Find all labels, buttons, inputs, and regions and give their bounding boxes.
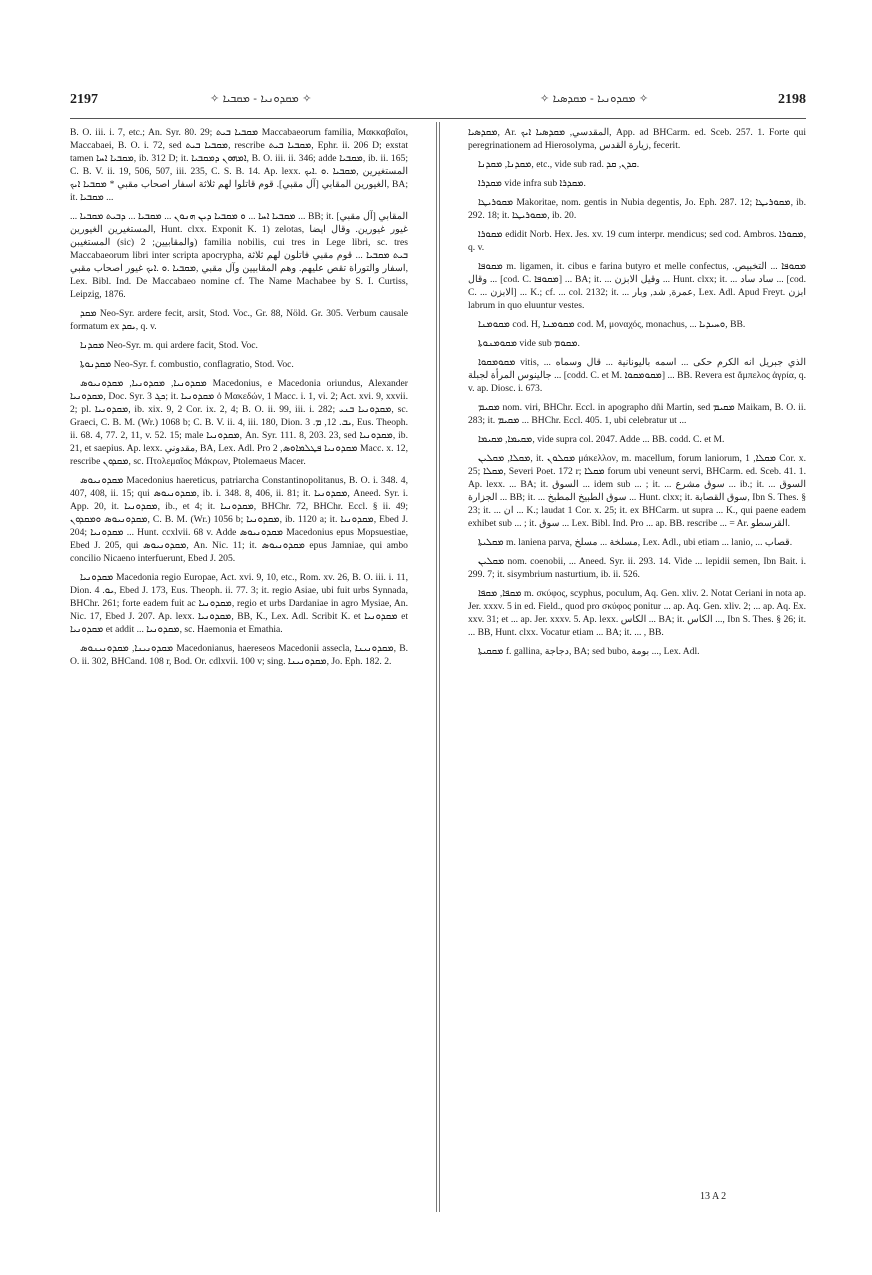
running-head-left: ✧ ܡܩܕܘܢܝܐ - ܡܩܒܝܐ ✧ <box>210 92 312 105</box>
entry-vitis: ܡܩܘܡܩܘܐ vitis, ... الذي جبريل انه الكرم حكى ... اسمه باليونانية ... قال وسماه جالينوس المرأة لجبلة ... [codd. C. et M. ܡܩܘܡܩܘܐ] ... BB. Revera est ἄμπελος ἀγρία, q. v. ap. Diosc. i. 673. <box>468 357 807 394</box>
entry-gallina: ܡܩܩܝܬܐ f. gallina, دجاجة, BA; sed bubo, بومة ..., Lex. Adl. <box>478 646 700 657</box>
entry-macedonius-origin: ܡܩܕܘܢܝܐ, ܡܩܕܘܢܝܐ, ܡܩܕܘܢܝܘܣ Macedonius, e Macedonia oriundus, Alexander ܡܩܕܘܢܝܐ, Doc. Syr. ܟܓ 3; it. ܡܩܕܘܢܝܐ ὁ Μακεδών, 1 Macc. i. 1, vi. 2; Act. xvi. 9, xxvii. 2; pl. ܡܩܕܘܢܝܐ, ib. xix. 9, 2 Cor. ix. 2, 4; B. O. ii. 99, iii. i. 282; ܡܩܕܘܢܝܐ ܒܢܝ, sc. Graeci, C. B. M. (Wr.) 1068 b; C. B. V. ii. 4, iii. 180, Dion. ܝܒ. 12, ܡ. 3, Eus. Theoph. ii. 68. 4, 77. 2, 11, v. 52. 15; male ܡܩܕܘܢܝܐ, An. Syr. 111. 8, 203. 23, sed ܡܩܕܘܢܝܐ, ib. 21, et saepius. Ap. lexx. مقدوني, BA, Lex. Adl. Pro ܡܩܕܘܢܝܐ ܦܛܠܡܐܘܣ, 2 Macc. x. 12, rescribe ܡܩܕܘܢ, sc. Πτολεμαῖος Μάκρων, Ptolemaeus Macer. <box>70 378 408 467</box>
entry-laniena: ܡܩܠܝܬܐ m. laniena parva, مسلخة ... مسلخ, Lex. Adl., ubi etiam ... lanio, ... قصاب. <box>478 537 793 548</box>
signature-mark: 13 A 2 <box>700 1191 727 1202</box>
entry-maccabaei-cont: B. O. iii. i. 7, etc.; An. Syr. 80. 29; ܡܩܒܝܐ ܒܝܬ Maccabaeorum familia, Μακκαβαῖοι, Maccabaei, B. O. i. 72, sed ܡܩܒܝܐ ܒܝܬ, rescribe ܡܩܒܝܐ ܒܝܬ, Ephr. ii. 206 D; exstat tamen ܡܩܒܝܐ ܐܚܐ, ib. 312 D; it. ܐܡܗܘܢ ܕܡܩܒܝܐ, B. O. iii. ii. 346; adde ܡܩܒܝܐ, ib. ii. 165; C. B. V. ii. 19, 506, 507, iii. 235, C. S. B. 14. Ap. lexx. المستغيرين ,ܡܩܒܝܐ .ܘ .ܐܝܟ الغيورين المقابي [آل مقبي]. قوم قاتلوا لهم ثلاثة اسفار اصحاب مقبي * ܡܩܒܝܐ ܐܝܟ, BA; it. ܡܩܒܝܐ ... <box>70 127 408 203</box>
entry-mqdanuta: ܡܩܕܢܘܬܐ Neo-Syr. f. combustio, conflagratio, Stod. Voc. <box>80 359 294 370</box>
entry-mqwmnuta: ܡܩܘܡܢܘܬܐ vide sub ܡܩܘܡ. <box>478 338 580 349</box>
page-number-right: 2198 <box>778 92 806 107</box>
entry-ligamen: ܡܩܘܦܐ m. ligamen, it. cibus e farina butyro et melle confectus, ܡܩܘܦܐ ... التخبيص. وقال ... [cod. C. ܡܩܘܦܐ] ... BA; it. ... وقيل الابزن ... Hunt. clxx; it. ... ساد ساد ... [cod. C. ... الابزن] ... K.; cf. ... col. 2132; it. ... عمرة, شد, وبار, Lex. Adl. Apud Freyt. ابزن labrum in quo eluuntur vestes. <box>468 261 806 311</box>
header-rule <box>70 118 806 119</box>
entry-mqd: ܡܩܕ Neo-Syr. ardere fecit, arsit, Stod. Voc., Gr. 88, Nöld. Gr. 305. Verbum causale formatum ex ܝܩܕ, q. v. <box>70 308 408 332</box>
entry-makoritae: ܡܩܘܪܝܛܐ Makoritae, nom. gentis in Nubia degentis, Jo. Eph. 287. 12; ܡܩܘܪܝܛܐ, ib. 292. 18; it. ܡܩܘܪܝܛܐ, ib. 20. <box>468 197 806 221</box>
entry-scyphus: ܡܩܦܐ, ܡܩܦܐ m. σκύφος, scyphus, poculum, Aq. Gen. xliv. 2. Notat Ceriani in nota ap. Jer. xxxv. 5 in ed. Field., quod pro σκύφος ponitur ... ap. Aq. Gen. xliv. 2; ... ap. Aq. Ex. xxv. 31; et ... ap. Jer. xxxv. 5. Ap. lexx. الكاس ... BA; it. الكاس ..., Ibn S. Thes. § 26; it. ... BB, Hunt. clxx. Vocatur etiam ... BA; it. ... , BB. <box>468 588 806 638</box>
right-column <box>468 126 806 664</box>
entry-macedonius-haereticus: ܡܩܕܘܢܝܘܣ Macedonius haereticus, patriarcha Constantinopolitanus, B. O. i. 348. 4, 407, 408, ii. 15; qui ܡܩܕܘܢܝܘܣ, ib. i. 348. 8, 406, ii. 81; it. ܡܩܕܘܢܝܐ, Aneed. Syr. i. App. 20, it. ܡܩܕܘܢܝܐ, ib., et 4; it. ܡܩܕܘܢܝܐ, BHChr. 72, BHChr. Eccl. § ii. 49; ܡܩܕܘܢܝܘܣ ܘܡܩܕܘܢ, C. B. M. (Wr.) 1056 b; ܡܩܕܘܢܝܐ, ib. 1120 a; it. ܡܩܕܘܢܝܐ, Ebed J. 204; ܡܩܕܘܢܝܐ ... Hunt. ccxlvii. 68 v. Adde ܡܩܕܘܢܝܘܣ Macedonius epus Mopsuestiae, Ebed J. 205, qui ܡܩܕܘܢܝܘܣ, An. Nic. 11; it. ܡܩܕܘܢܝܘܣ epus Jamniae, qui ambo concilio Nicaeno interfuerunt, Ebed J. 205. <box>70 475 408 564</box>
entry-maqdisi: ܡܩܕܣܝܐ, Ar. المقدسي, ܡܩܕܣܝܐ ܐܝܟ, App. ad BHCarm. ed. Sceb. 257. 1. Forte qui peregrinationem ad Hierosolyma, زيارة القدس, fecerit. <box>468 127 807 151</box>
page-number-left: 2197 <box>70 92 98 107</box>
entry-mqdana-ref: ܡܩܕܢܐ, ܡܩܕܢܐ, etc., vide sub rad. ܩܕܢ, ܩܕ. <box>478 159 640 170</box>
entry-macedonianus: ܡܩܕܘܢܝܢܐ, ܡܩܕܘܢܝܢܘܣ Macedonianus, haereseos Macedonii assecla, ܡܩܕܘܢܝܢܐ, B. O. ii. 302, BHCand. 108 r, Bod. Or. cdlxvii. 100 v; sing. ܡܩܕܘܢܝܢܐ, Jo. Eph. 182. 2. <box>70 643 408 667</box>
left-column <box>70 126 408 674</box>
entry-mqwra: ܡܩܘܪܐ edidit Norb. Hex. Jes. xv. 19 cum interpr. mendicus; sed cod. Ambros. ܡܩܘܪܐ, q. v. <box>468 229 806 253</box>
entry-maccabaei-lexx: ... ܡܩܒܝܐ ܐܚܐ ... ܘ ܡܩܒܝܐ ܕܝܢ ܗܢܘܢ ... ܡܩܒܝܐ ... ܕܒܝܬ ܡܩܒܝܐ ... BB; it. المقابي [آل مقبي] المستغيرين الغيورين, Hunt. clxx. Exponit K. 1) zelotas, غيور غيورين. وقال ايضا المستغيبن (sic) والمقابيين; 2) familia nobilis, cui tres in Lege libri, sc. tres Maccabaeorum libri inter scripta apocrypha, ܒܝܬ ܡܩܒܝܐ ... قوم مقبي فاتلون لهم ثلاثة اسفار والتوراة تقص عليهم. وهم المقابيين وآل مقبي ,ܡܩܒܝܐ .ܘ .ܐܝܟ غيور اصحاب مقبي, Lex. Bibl. Ind. De Maccabaeo nomine cf. The Name Machabee by S. I. Curtiss, Leipzig, 1876. <box>70 211 409 300</box>
entry-coenobium: ܡܩܠܝܢ nom. coenobii, ... Aneed. Syr. ii. 293. 14. Vide ... lepidii semen, Ibn Bait. i. 299. 7; it. sisymbrium nasturtium, ib. ii. 526. <box>468 556 806 580</box>
column-divider <box>436 122 440 1212</box>
entry-macedonia: ܡܩܕܘܢܝܐ Macedonia regio Europae, Act. xvi. 9, 10, etc., Rom. xv. 26, B. O. iii. i. 11, Dion. ܝܘ. 4, Ebed J. 173, Eus. Theoph. ii. 77. 3; it. regio Asiae, ubi fuit urbs Synnada, BHChr. 261; forte eadem fuit ac ܡܩܕܘܢܝܐ, regio et urbs Dardaniae in agro Mysiae, An. Nic. 17, Ebed J. 207. Ap. lexx. ܡܩܕܘܢܝܐ, BB, K., Lex. Adl. Scribit K. et ܡܩܕܘܢܝܐ et ܡܩܕܘܢܝܐ et addit ... ܡܩܕܘܢܝܐ, sc. Haemonia et Emathia. <box>70 572 408 635</box>
running-head-right: ✧ ܡܩܕܘܢܝܐ - ܡܩܕܣܝܐ ✧ <box>540 92 649 105</box>
page-header <box>70 92 806 114</box>
entry-monachus: ܡܩܘܡܢܐ cod. H, ܡܩܘܡܢܐ cod. M, μοναχός, monachus, ... ܘܚܝܕܝܐ, BB. <box>478 319 746 330</box>
entry-maikam: ܡܩܝܡ nom. viri, BHChr. Eccl. in apographo dñi Martin, sed ܡܩܝܡ Maikam, B. O. ii. 283; it. ܡܩܝܡ ... BHChr. Eccl. 405. 1, ubi celebratur ut ... <box>468 402 807 426</box>
entry-mqdana: ܡܩܕܢܐ Neo-Syr. m. qui ardere facit, Stod. Voc. <box>80 340 258 351</box>
entry-mqyma: ܡܩܝܡܐ, ܡܩܝܡܐ, vide supra col. 2047. Adde ... BB. codd. C. et M. <box>478 434 725 445</box>
entry-mqdra-ref: ܡܩܕܪܐ vide infra sub ܡܩܕܪܐ. <box>478 178 586 189</box>
entry-macellum: ܡܩܠܐ, ܡܩܠܝܢ, it. ܡܩܠܘܢ μάκελλον, m. macellum, forum laniorum, ܡܩܠܐ, 1 Cor. x. 25; ܡܩܠܐ, Severi Poet. 172 r; ܡܩܠܐ forum ubi veneunt servi, BHCarm. ed. Sceb. 41. 1. Ap. lexx. ... BA; it. السوق ... idem sub ... ; it. ... سوق مشرع ... ib.; it. السوق ... الجزارة ... BB; it. ... سوق الطبيخ المطبخ ... Hunt. clxx; it. سوق القصابة, Ibn S. Thes. § 23; it. ... ان ... K.; laudat 1 Cor. x. 25; it. ex BHCarm. ut supra ... K., qui paene eadem exhibet sub ... ; it. سوق ... Lex. Bibl. Ind. Pro ... ap. BB. rescribe ... = Ar. القرسطو. <box>468 453 807 529</box>
